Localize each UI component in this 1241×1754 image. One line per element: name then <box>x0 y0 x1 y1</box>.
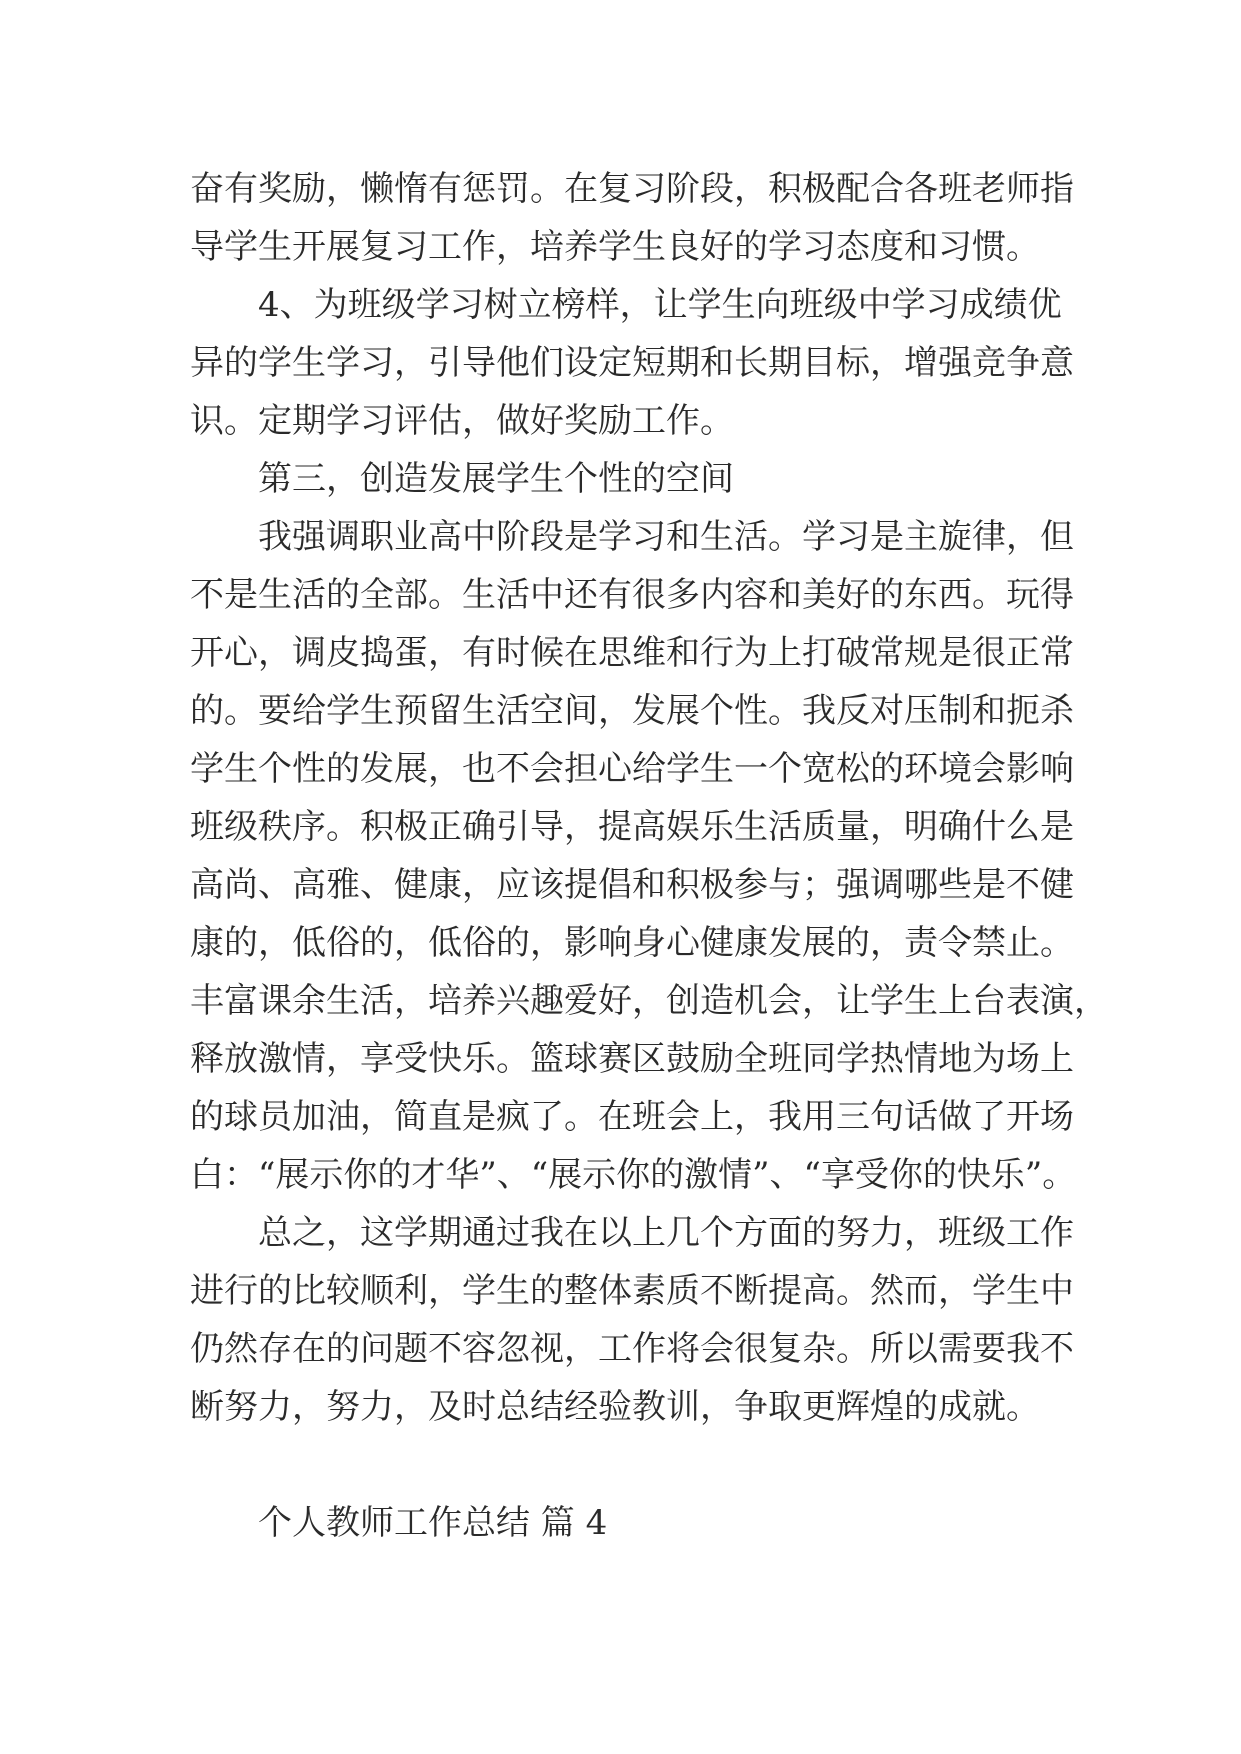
paragraph-line: 高尚、高雅、健康，应该提倡和积极参与；强调哪些是不健 <box>190 865 1074 905</box>
paragraph-line: 识。定期学习评估，做好奖励工作。 <box>190 401 734 441</box>
paragraph-line: 4、为班级学习树立榜样，让学生向班级中学习成绩优 <box>258 285 1062 325</box>
paragraph-line: 开心，调皮捣蛋，有时候在思维和行为上打破常规是很正常 <box>190 633 1074 673</box>
paragraph-line: 释放激情，享受快乐。篮球赛区鼓励全班同学热情地为场上 <box>190 1039 1074 1079</box>
paragraph-line: 异的学生学习，引导他们设定短期和长期目标，增强竞争意 <box>190 343 1074 383</box>
paragraph-line: 的球员加油，简直是疯了。在班会上，我用三句话做了开场 <box>190 1097 1074 1137</box>
paragraph-line: 进行的比较顺利，学生的整体素质不断提高。然而，学生中 <box>190 1271 1074 1311</box>
paragraph-line: 总之，这学期通过我在以上几个方面的努力，班级工作 <box>258 1213 1074 1253</box>
paragraph-line: 白：“展示你的才华”、“展示你的激情”、“享受你的快乐”。 <box>190 1155 1077 1195</box>
paragraph-line: 不是生活的全部。生活中还有很多内容和美好的东西。玩得 <box>190 575 1074 615</box>
paragraph-line: 断努力，努力，及时总结经验教训，争取更辉煌的成就。 <box>190 1387 1040 1427</box>
section-spacer <box>190 1436 1070 1494</box>
paragraph-line: 康的，低俗的，低俗的，影响身心健康发展的，责令禁止。 <box>190 923 1074 963</box>
paragraph-line: 丰富课余生活，培养兴趣爱好，创造机会，让学生上台表演， <box>190 981 1108 1021</box>
paragraph-line: 奋有奖励，懒惰有惩罚。在复习阶段，积极配合各班老师指 <box>190 169 1074 209</box>
paragraph-line: 我强调职业高中阶段是学习和生活。学习是主旋律，但 <box>258 517 1074 557</box>
section-heading: 个人教师工作总结 篇 4 <box>258 1503 608 1543</box>
paragraph-line: 的。要给学生预留生活空间，发展个性。我反对压制和扼杀 <box>190 691 1074 731</box>
paragraph-line: 学生个性的发展，也不会担心给学生一个宽松的环境会影响 <box>190 749 1074 789</box>
document-body <box>190 160 1108 1552</box>
paragraph-line: 仍然存在的问题不容忽视，工作将会很复杂。所以需要我不 <box>190 1329 1074 1369</box>
paragraph-line: 班级秩序。积极正确引导，提高娱乐生活质量，明确什么是 <box>190 807 1074 847</box>
paragraph-line: 导学生开展复习工作，培养学生良好的学习态度和习惯。 <box>190 227 1040 267</box>
subsection-heading: 第三，创造发展学生个性的空间 <box>258 459 734 499</box>
